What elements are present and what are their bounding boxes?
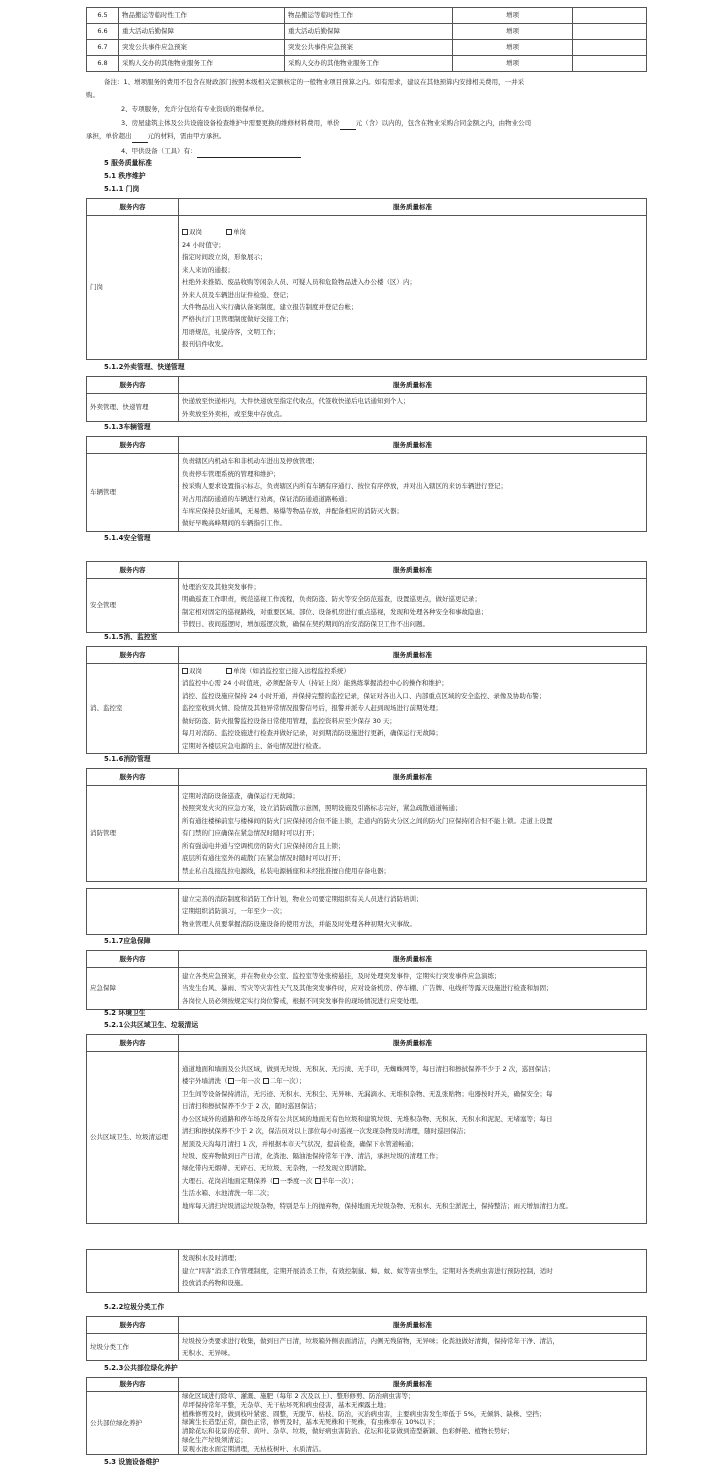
- cleaning-table: 服务内容 服务质量标准 公共区域卫生、垃圾清运理 通道地面和墙面及公共区域，做到无垃圾、无积灰、无污渍、无手印，无蜘蛛网等，每日清扫和擦拭保养不少于 2 次，巡回保洁； 楼宇外墙清洗（ 一年一次 二年一次）； 卫生间等设备保持清洁，无污迹、无积水、无积尘、无异味、无漏滴水、无堆积杂物、无乱张贴物；电器按时开关，确保安全；每 日清扫和擦拭保养不少于 2 次，随时巡回保洁； 办公区域外的道路和停车场及所有公共区域的地面无有色垃圾和建筑垃圾、无堆积杂物、无积灰、无积水和泥泥、无堵塞等；每日 清扫和擦拭保养不少于 2 次，保洁员对以上部位每小时巡视一次发现杂物及时清理，随时巡回保洁； 屋顶及天沟每月清扫 1 次，并根据本市天气状况，提前检查，确保下水管道畅通； 垃圾、废弃物做到日产日清，化粪池、隔油池保持常年干净、清洁，承担垃圾的清理工作； 绿化带内无烟蒂、无碎石、无垃圾、无杂物，一经发现立即清除。 大理石、花岗岩地面定期保养（ 一季度一次 半年一次）； 生活水箱、水池清洗一年二次； 地库每天清扫垃圾清运垃圾杂物，特别是车上的抛弃物，保持地面无垃圾杂物、无积水、无积尘淤泥土，保持整洁；雨天增加清扫力度。: [86, 1034, 647, 1224]
- security-table: 服务内容 服务质量标准 安全管理 处理治安及其他突发事件； 明确巡查工作职责，规范巡视工作流程，负责防盗、防火等安全防范巡查，设置巡更点，做好巡更记录； 制定相对固定的巡视路线，对重要区域、部位、设备机房进行重点巡视，发现和处理各种安全和事故隐患； 节假日、夜间巡逻时，增加巡逻次数，确保在契约期间的治安消防保卫工作不出问题。: [86, 561, 647, 633]
- cleaning-table-continued: 发现积水及时清理； 建立“四害”消杀工作管理制度，定期开展消杀工作，有效控制鼠、蟑、蚊、蚁等害虫孳生，定期对各类病虫害进行预防控制，适时 投放消杀药物和设施。: [86, 1249, 647, 1293]
- heading-5-1: 5.1 秩序维护: [104, 172, 146, 180]
- heading-5-2-3: 5.2.3公共部位绿化养护: [104, 1364, 178, 1372]
- greening-table: 服务内容 服务质量标准 公共部位绿化养护 绿化区域进行除草、灌溉、施肥（每年 2 次及以上）、整形修剪、防治病虫害等； 草坪保持常年平整，无杂草、无干枯坏死和病虫侵害，基本无裸露土地； 植株修剪及时，做到枝叶紧密、圆整，无脱节、枯枝、防治，灭治病虫害，主要病虫害发生率低于 5%，无倾斜、缺株、空挡； 绿篱生长造型正常，颜色正常，修剪及时，基本无死株和干死株，有虫株率在 10%以下； 清除花坛和花景的花带、黄叶、杂草、垃圾，做好病虫害防治、花坛和花景做到造型新颖、色彩鲜艳、植物长势好； 绿化生产垃圾须清运； 景观水池水面定期清理，无枯枝树叶、水质清洁。: [86, 1377, 647, 1455]
- monitor-room-table: 服务内容 服务质量标准 消、监控室 双岗 单岗（如消监控室已接入远程监控系统） 消监控中心需 24 小时值班，必须配备专人（持证上岗）能熟练掌握消控中心的操作和维护； 消控、监控设施应保持 24 小时开通，并保持完整的监控记录，保证对各出入口、内部重点区域的安全监控、录像及协助布警； 监控室收到火情、险情及其他异常情况报警信号后，报警并派专人赶到现场进行前期处理； 做好防盗、防火报警监控设备日常使用管理，监控资料应至少保存 30 天； 每月对消防、监控设施进行检查并做好记录，对到期消防设施进行更新，确保运行无故障； 定期对各楼层应急电源的主、备电情况进行检查。: [86, 646, 647, 754]
- fire-table: 服务内容 服务质量标准 消防管理 定期对消防设备巡查，确保运行无故障； 按照突发火灾的应急方案，设立消防疏散示意图，照明设施及引路标志完好，紧急疏散通道畅通； 所有通往楼梯前室与楼梯间的防火门应保持闭合但不能上锁，走道内的防火分区之间的防火门应保持闭合但不能上锁。走道上设置 有门禁的门应确保在紧急情况时随时可以打开； 所有强弱电井通与空调机房的防火门应保持闭合且上锁； 底层所有通往室外的疏散门在紧急情况时随时可以打开； 禁止私自乱接乱拉电源线，私装电源插座和未经批准擅自使用存备电器；: [86, 768, 647, 882]
- note-1-cont: 购。: [86, 91, 99, 99]
- heading-5-2: 5.2 环境卫生: [104, 1009, 146, 1017]
- table-row: 6.6 重大活动后勤保障 重大活动后勤保障 增项: [87, 24, 647, 40]
- heading-5-2-1: 5.2.1公共区域卫生、垃圾清运: [104, 1021, 199, 1029]
- note-3: 3、房屋建筑主体及公共设施设备检查维护中需要更换的维修材料费用，单价 元（含）以内的，包含在物业采购合同金额之内，由物业公司: [121, 117, 531, 130]
- heading-5-1-3: 5.1.3车辆管理: [104, 423, 151, 431]
- table-row: 6.8 采购人交办的其他物业服务工作 采购人交办的其他物业服务工作 增项: [87, 56, 647, 72]
- additional-services-table: [86, 7, 647, 72]
- checkbox-monitor-double[interactable]: [182, 668, 188, 674]
- checkbox-wash-biennial[interactable]: [263, 1078, 269, 1084]
- heading-5-1-7: 5.1.7应急保障: [104, 937, 151, 945]
- heading-5-1-2: 5.1.2外卖管理、快递管理: [104, 363, 185, 371]
- heading-5: 5 服务质量标准: [104, 159, 152, 167]
- heading-5-1-4: 5.1.4安全管理: [104, 534, 151, 542]
- note-4: 4、甲供设备（工具）有：: [121, 145, 301, 158]
- checkbox-monitor-single[interactable]: [226, 668, 232, 674]
- note-3-cont: 承担，单价超出 元的材料，需由甲方承担。: [86, 130, 226, 143]
- heading-5-1-5: 5.1.5消、监控室: [104, 633, 158, 641]
- gate-table: 服务内容 服务质量标准 门岗 双岗 单岗 24 小时值守； 指定时间段立岗，形象展示； 来人来访的通报； 杜绝外来推销、废品收购等闲杂人员、可疑人员和危险物品进入办公楼（区）内； 外来人员及车辆进出证件检验、登记； 大件物品出入实行确认备案制度，建立报告制度并登记台帐； 严格执行门卫管理制度做好交接工作； 用语规范，礼貌待客，文明工作； 报刊信件收发。: [86, 198, 647, 360]
- checkbox-single-post[interactable]: [226, 229, 232, 235]
- heading-5-1-1: 5.1.1 门岗: [104, 185, 140, 193]
- note-1: 备注：1、增项服务的费用不包含在财政部门按照本级相关定额核定的一般物业项目预算之内。如有需求，建议在其他预算内安排相关费用，一并采: [104, 78, 525, 86]
- heading-5-2-2: 5.2.2垃圾分类工作: [104, 1303, 165, 1311]
- checkbox-stone-halfyear[interactable]: [315, 1178, 321, 1184]
- table-row: 6.5 物品搬运等临时性工作 物品搬运等临时性工作 增项: [87, 8, 647, 24]
- checkbox-double-post[interactable]: [182, 229, 188, 235]
- delivery-table: 服务内容 服务质量标准 外卖管理、快递管理 快递放至快递柜内，大件快递放至指定代收点，代签收快递后电话通知到个人； 外卖放至外卖柜，或至集中存放点。: [86, 376, 647, 422]
- checkbox-stone-quarterly[interactable]: [273, 1178, 279, 1184]
- heading-5-1-6: 5.1.6消防管理: [104, 755, 151, 763]
- gate-label: 门岗: [87, 216, 179, 360]
- vehicle-table: 服务内容 服务质量标准 车辆管理 负责辖区内机动车和非机动车进出及停放管理； 负责停车管理系统的管理和维护； 按采购人要求设置指示标志，负责辖区内所有车辆有序通行、按位有序停放，并对出入辖区的来访车辆进行登记； 对占用消防通道的车辆进行劝离，保证消防通道道路畅通； 车库应保持良好通风，无易燃、易爆等物品存放，并配备相应的消防灭火器； 做好早晚高峰期间的车辆指引工作。: [86, 436, 647, 532]
- table-row: 6.7 突发公共事件应急预案 突发公共事件应急预案 增项: [87, 40, 647, 56]
- emergency-table: 服务内容 服务质量标准 应急保障 建立各类应急预案，并在物业办公室、监控室等处张榜悬挂，及时处理突发事件，定期实行突发事件应急演练； 当发生台风、暴雨、雪灾等灾害性天气及其他突发事件时，应对设备机房、停车棚、广告牌、电线杆等露天设施进行检查和加固； 各岗位人员必须按规定实行岗位警戒，根据不同突发事件的现场情况进行应变处理。: [86, 950, 647, 1010]
- sorting-table: 服务内容 服务质量标准 垃圾分类工作 垃圾按分类要求进行收集，做到日产日清，垃圾箱外侧表面清洁，内侧无残留物，无异味；化粪池做好清掏，保持常年干净、清洁， 无积水、无异味。: [86, 1316, 647, 1361]
- heading-5-3: 5.3 设施设备维护: [104, 1458, 160, 1466]
- checkbox-wash-yearly[interactable]: [228, 1078, 234, 1084]
- note-2: 2、专项服务，允许分包给有专业资质的维保单位。: [121, 105, 269, 113]
- fire-table-continued: 建立完善的消防制度和消防工作计划，物业公司要定期组织有关人员进行消防培训； 定期组织消防演习，一年至少一次； 物业管理人员要掌握消防设施设备的使用方法，并能及时处理各种初期火灾事故。: [86, 888, 647, 935]
